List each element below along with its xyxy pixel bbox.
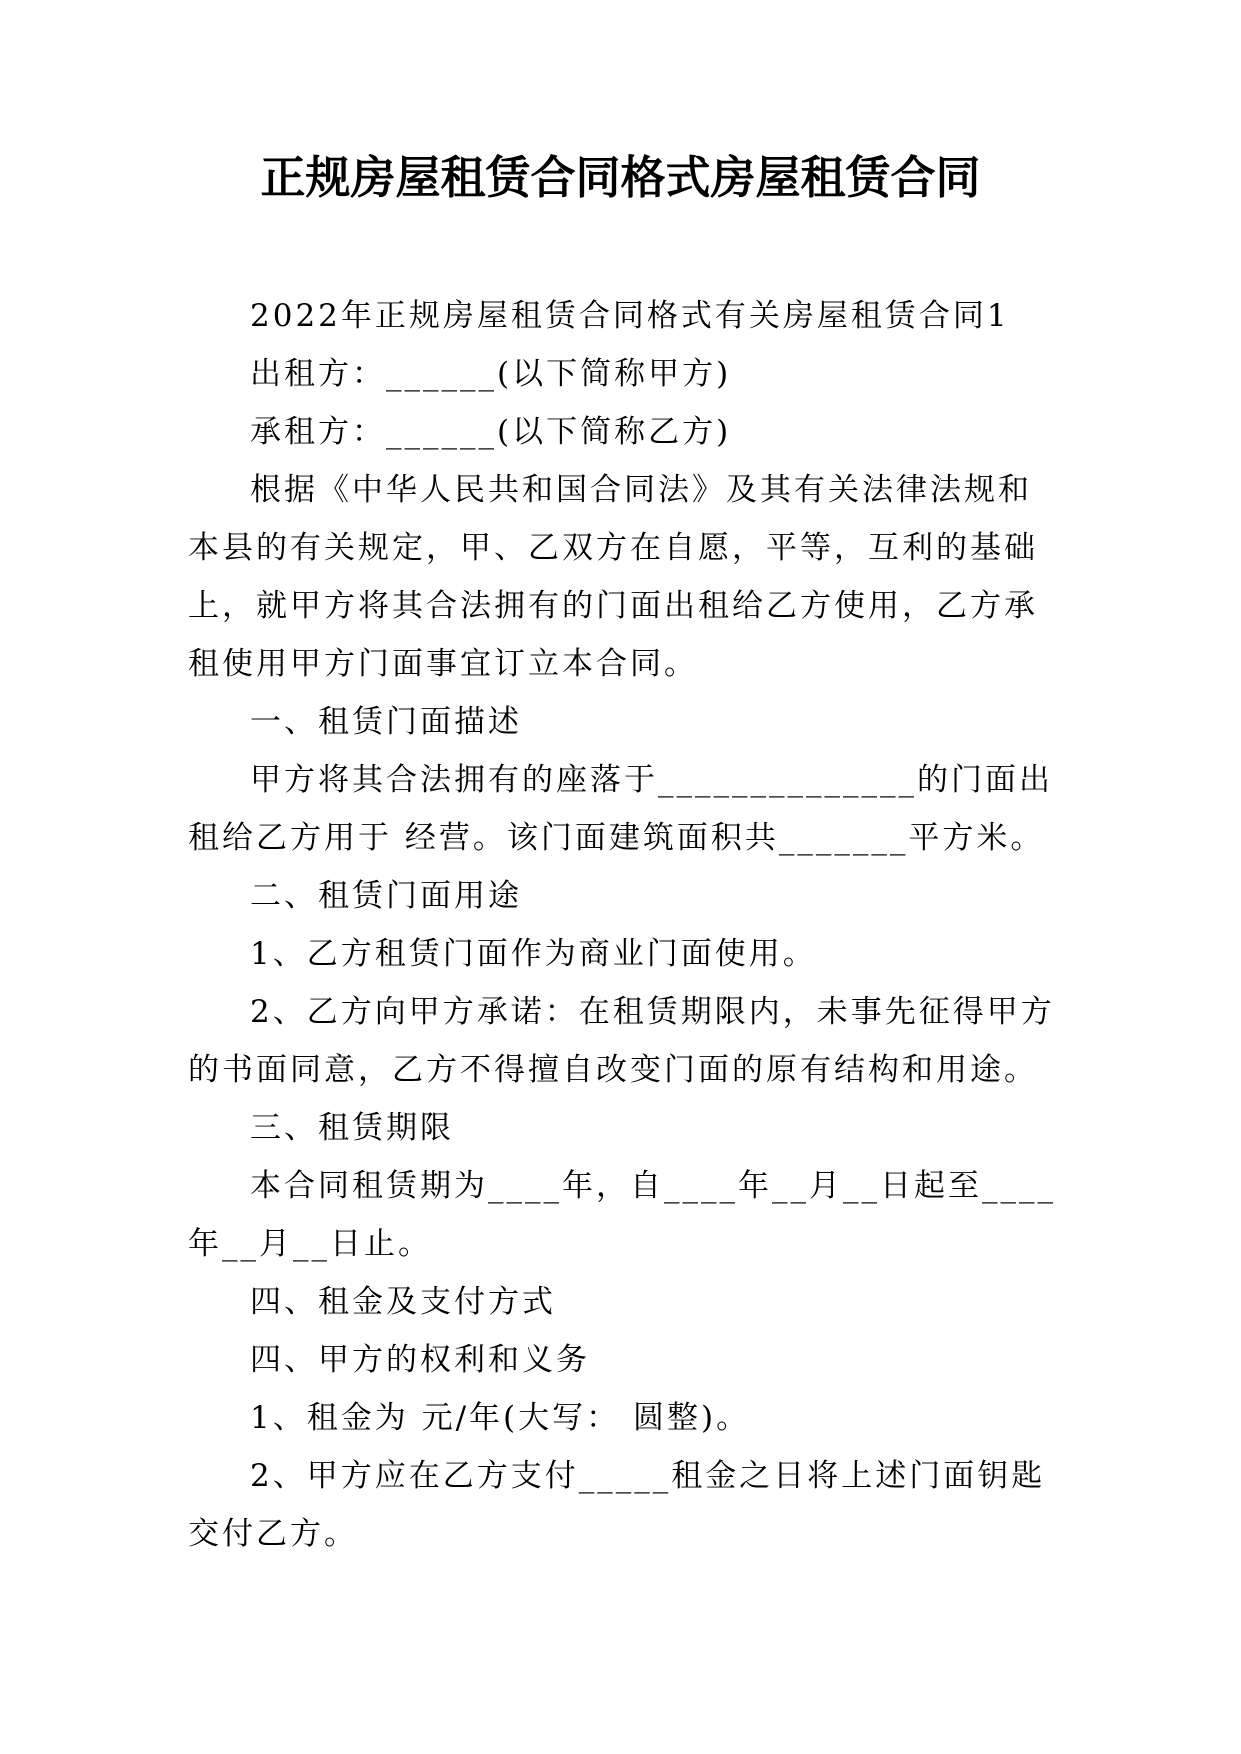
rent-clause-2: 2、甲方应在乙方支付_____租金之日将上述门面钥匙交付乙方。 — [188, 1458, 1046, 1552]
term-paragraph: 本合同租赁期为____年，自____年__月__日起至____年__月__日止。 — [188, 1168, 1056, 1262]
section-heading-usage: 二、租赁门面用途 — [250, 878, 522, 914]
section-heading-lessor-rights: 四、甲方的权利和义务 — [250, 1342, 590, 1378]
section-heading-term: 三、租赁期限 — [250, 1110, 454, 1146]
description-paragraph: 甲方将其合法拥有的座落于______________的门面出租给乙方用于 经营。该门面建筑面积共_______平方米。 — [188, 762, 1053, 856]
preamble-paragraph: 根据《中华人民共和国合同法》及其有关法律法规和本县的有关规定，甲、乙双方在自愿，平等，互利的基础上，就甲方将其合法拥有的门面出租给乙方使用，乙方承租使用甲方门面事宜订立本合同。 — [188, 472, 1038, 682]
document-body — [188, 287, 1058, 1563]
document-title: 正规房屋租赁合同格式房屋租赁合同 — [260, 151, 981, 204]
lessee-line: 承租方：______(以下简称乙方) — [250, 414, 732, 450]
intro-heading: 2022年正规房屋租赁合同格式有关房屋租赁合同1 — [250, 298, 1010, 334]
lessor-line: 出租方：______(以下简称甲方) — [250, 356, 732, 392]
section-heading-description: 一、租赁门面描述 — [250, 704, 522, 740]
section-heading-rent: 四、租金及支付方式 — [250, 1284, 556, 1320]
usage-clause-2: 2、乙方向甲方承诺：在租赁期限内，未事先征得甲方的书面同意，乙方不得擅自改变门面的原有结构和用途。 — [188, 994, 1055, 1088]
usage-clause-1: 1、乙方租赁门面作为商业门面使用。 — [250, 936, 817, 972]
rent-clause-1: 1、租金为 元/年(大写： 圆整)。 — [250, 1400, 751, 1436]
